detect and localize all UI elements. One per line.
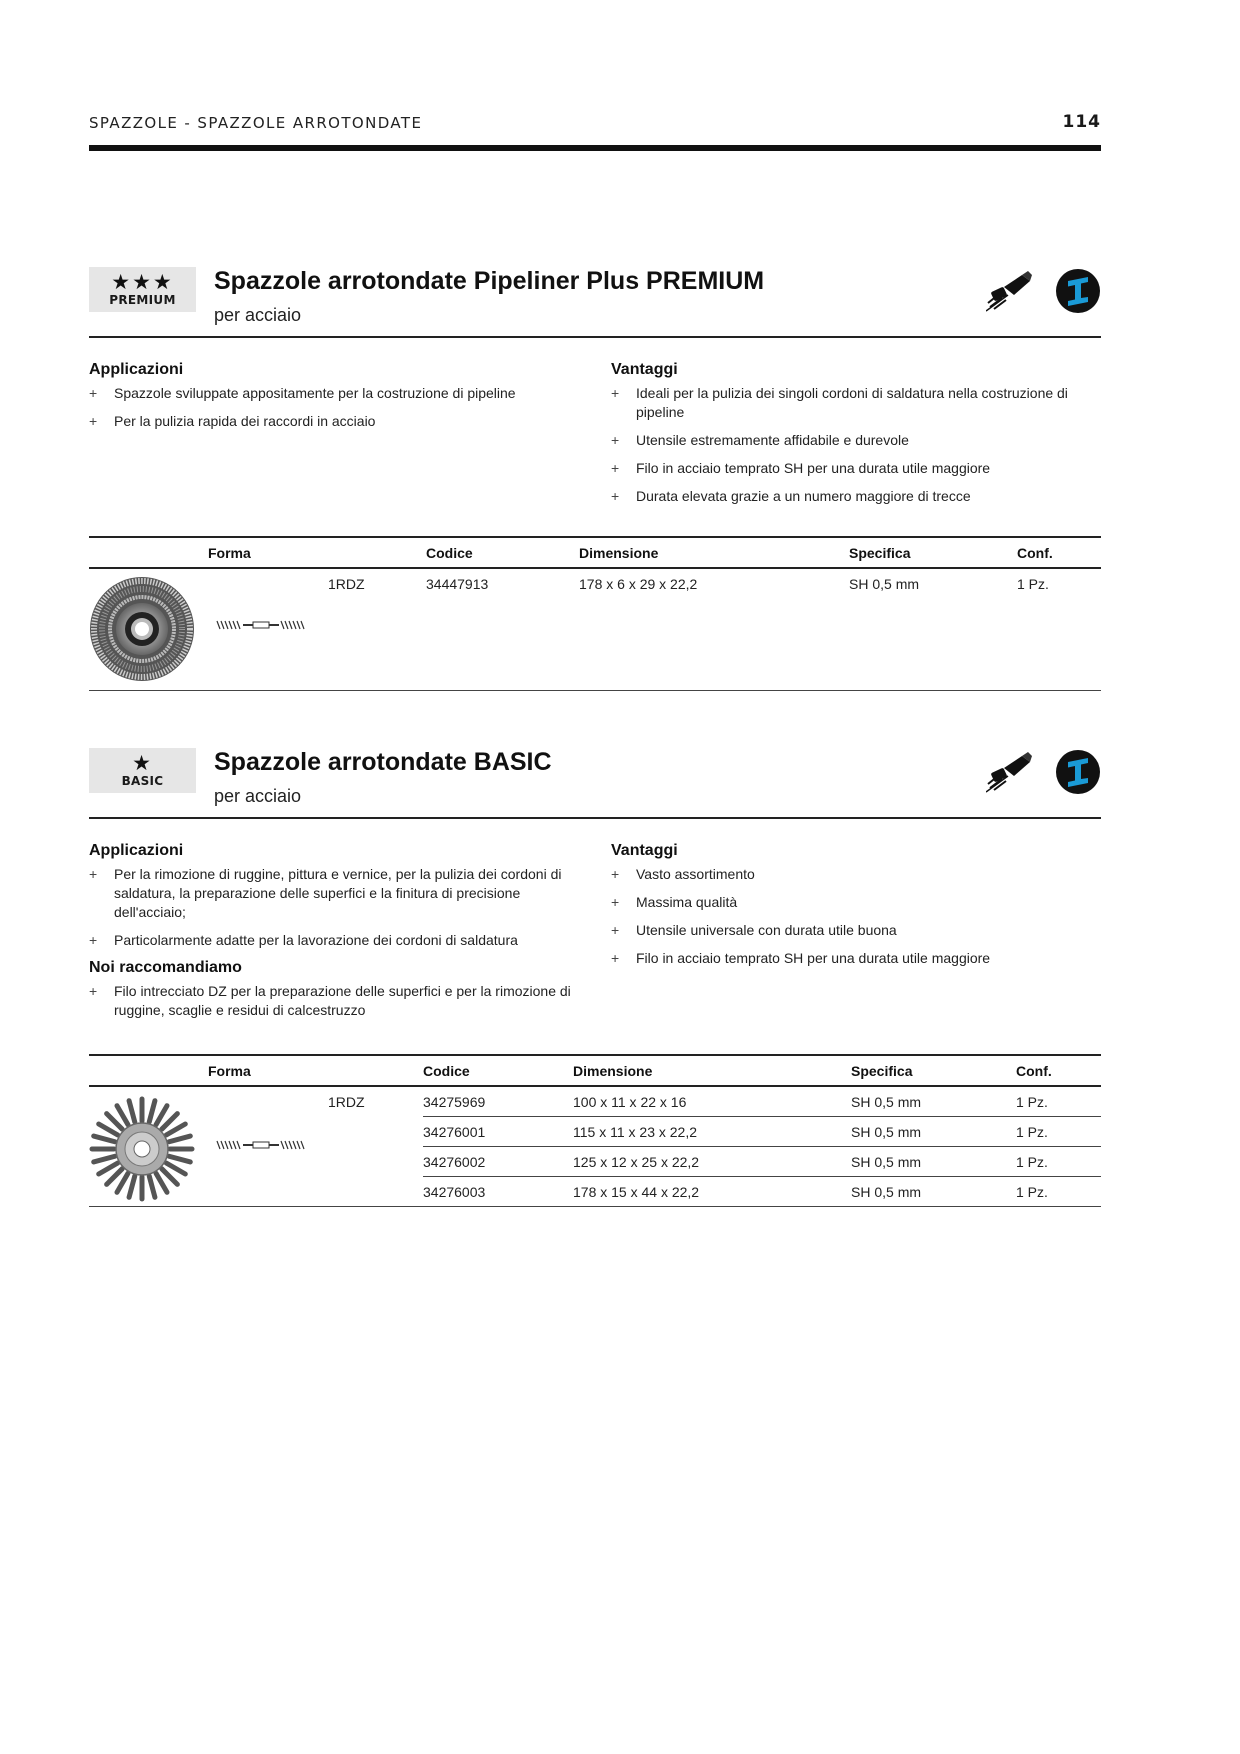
cell-specifica: SH 0,5 mm: [851, 1116, 1016, 1146]
header-title: SPAZZOLE - SPAZZOLE ARROTONDATE: [89, 114, 423, 132]
section-subtitle: per acciaio: [214, 786, 302, 806]
cell-conf: 1 Pz.: [1016, 1086, 1101, 1116]
cell-codice: 34276003: [423, 1176, 573, 1206]
cell-dimensione: 115 x 11 x 23 x 22,2: [573, 1116, 851, 1146]
angle-grinder-icon: [986, 269, 1034, 313]
badge-label: PREMIUM: [109, 293, 176, 307]
badge-label: BASIC: [121, 774, 164, 788]
cell-conf: 1 Pz.: [1016, 1176, 1101, 1206]
list-item: + Filo in acciaio temprato SH per una durata utile maggiore: [611, 460, 991, 476]
applicazioni-heading: Applicazioni: [89, 842, 184, 859]
list-item: + Durata elevata grazie a un numero maggiore di trecce: [611, 488, 971, 504]
header-dimensione: Dimensione: [579, 537, 849, 568]
list-item: + Utensile universale con durata utile buona: [611, 922, 897, 938]
section-title: Spazzole arrotondate Pipeliner Plus PREMIUM: [214, 267, 765, 295]
list-item: + Ideali per la pulizia dei singoli cordoni di saldatura nella costruzione di pipeline: [611, 385, 1068, 420]
header-forma: Forma: [208, 1055, 328, 1086]
list-item: + Filo in acciaio temprato SH per una durata utile maggiore: [611, 950, 991, 966]
knotted-wire-brush-icon: [89, 1096, 195, 1202]
list-item: + Massima qualità: [611, 894, 738, 910]
header-codice: Codice: [423, 1055, 573, 1086]
table-header-row: [89, 1055, 1101, 1086]
cell-conf: 1 Pz.: [1016, 1146, 1101, 1176]
badge-stars: ★★★: [111, 270, 174, 294]
list-item: + Vasto assortimento: [611, 866, 755, 882]
raccomandiamo-heading: Noi raccomandiamo: [89, 959, 242, 976]
list-item: + Filo intrecciato DZ per la preparazione delle superfici e per la rimozione di ruggine, scaglie e residui di calcestruzzo: [89, 983, 571, 1018]
list-item: + Per la rimozione di ruggine, pittura e vernice, per la pulizia dei cordoni di saldatura, la preparazione delle superfici e la finitura di precisione dell'acciaio;: [89, 866, 562, 920]
section-premium-info: [89, 361, 1101, 531]
section-basic-info: [89, 842, 1101, 1042]
applicazioni-list: [89, 384, 589, 431]
steel-beam-icon: [1055, 268, 1101, 314]
cell-codice: 34276002: [423, 1146, 573, 1176]
cell-dimensione: 100 x 11 x 22 x 16: [573, 1086, 851, 1116]
header-conf: Conf.: [1016, 1055, 1101, 1086]
cell-specifica: SH 0,5 mm: [851, 1146, 1016, 1176]
cell-conf: 1 Pz.: [1016, 1116, 1101, 1146]
cell-codice: 34276001: [423, 1116, 573, 1146]
applicazioni-heading: Applicazioni: [89, 361, 184, 378]
section-rule: [89, 817, 1101, 819]
page-header: [89, 112, 1101, 152]
table-header-row: [89, 537, 1101, 568]
cell-specifica: SH 0,5 mm: [851, 1086, 1016, 1116]
vantaggi-column: [611, 842, 1101, 977]
header-conf: Conf.: [1017, 537, 1101, 568]
vantaggi-list: [611, 384, 1101, 506]
section-rule: [89, 336, 1101, 338]
applicazioni-column: [89, 842, 589, 1029]
header-forma: Forma: [208, 537, 328, 568]
angle-grinder-icon: [986, 750, 1034, 794]
list-item: + Utensile estremamente affidabile e durevole: [611, 432, 909, 448]
product-table-basic: [89, 1054, 1101, 1207]
premium-badge: [89, 267, 196, 312]
cell-specifica: SH 0,5 mm: [851, 1176, 1016, 1206]
table-row: [89, 1086, 1101, 1116]
section-premium: [89, 267, 1101, 531]
brush-profile-icon: [215, 1139, 307, 1151]
vantaggi-list: [611, 865, 1101, 968]
section-title: Spazzole arrotondate BASIC: [214, 748, 552, 776]
applicazioni-list: [89, 865, 589, 950]
section-basic-header: [89, 748, 1101, 820]
badge-stars: ★: [132, 751, 153, 775]
cell-dimensione: 178 x 15 x 44 x 22,2: [573, 1176, 851, 1206]
vantaggi-heading: Vantaggi: [611, 361, 678, 378]
header-dimensione: Dimensione: [573, 1055, 851, 1086]
header-specifica: Specifica: [851, 1055, 1016, 1086]
cell-codice: 34447913: [426, 568, 579, 690]
section-premium-header: [89, 267, 1101, 339]
cell-dimensione: 178 x 6 x 29 x 22,2: [579, 568, 849, 690]
list-item: + Per la pulizia rapida dei raccordi in acciaio: [89, 413, 376, 429]
wire-brush-wheel-icon: [89, 576, 195, 682]
section-subtitle: per acciaio: [214, 305, 302, 325]
cell-conf: 1 Pz.: [1017, 568, 1101, 690]
brush-profile-icon: [215, 619, 307, 631]
vantaggi-heading: Vantaggi: [611, 842, 678, 859]
vantaggi-column: [611, 361, 1101, 515]
forma-code: 1RDZ: [328, 1086, 423, 1206]
header-codice: Codice: [426, 537, 579, 568]
applicazioni-column: [89, 361, 589, 440]
cell-dimensione: 125 x 12 x 25 x 22,2: [573, 1146, 851, 1176]
header-rule: [89, 145, 1101, 151]
cell-codice: 34275969: [423, 1086, 573, 1116]
raccomandiamo-list: [89, 982, 589, 1020]
list-item: + Spazzole sviluppate appositamente per la costruzione di pipeline: [89, 385, 516, 401]
forma-code: 1RDZ: [328, 568, 426, 690]
product-table-premium: [89, 536, 1101, 691]
page-number: 114: [1062, 112, 1101, 132]
section-basic: [89, 748, 1101, 1042]
basic-badge: [89, 748, 196, 793]
cell-specifica: SH 0,5 mm: [849, 568, 1017, 690]
list-item: + Particolarmente adatte per la lavorazione dei cordoni di saldatura: [89, 932, 518, 948]
header-specifica: Specifica: [849, 537, 1017, 568]
steel-beam-icon: [1055, 749, 1101, 795]
